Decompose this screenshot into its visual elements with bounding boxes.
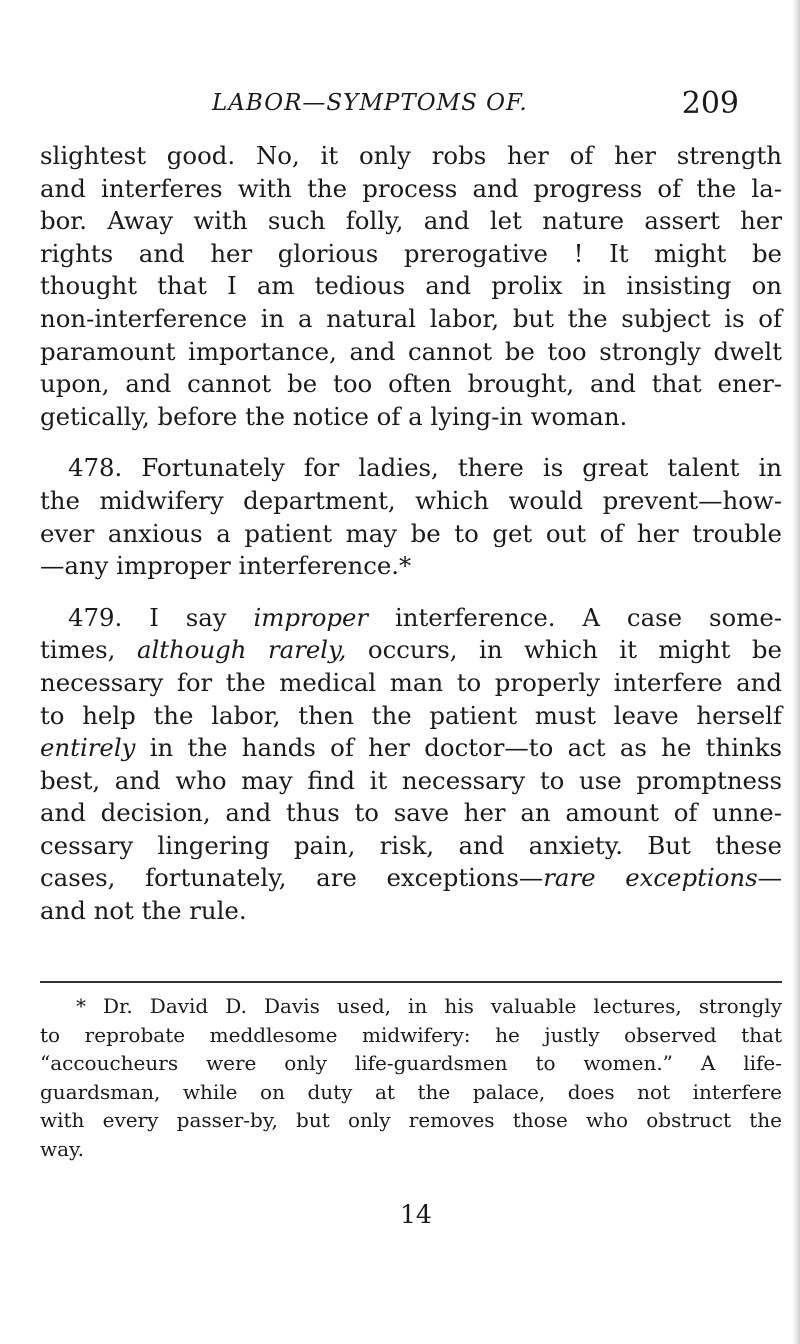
footnote	[40, 992, 782, 1163]
text-run: 479. I say	[68, 602, 254, 632]
text-line	[40, 602, 782, 635]
footnote-line: guardsman, while on duty at the palace, does not interfere	[40, 1079, 782, 1104]
running-title: LABOR—SYMPTOMS OF.	[212, 90, 528, 116]
italic-text: improper	[253, 602, 369, 632]
footnote-divider	[40, 981, 782, 983]
text-run: in the hands of her doctor—to act as he thinks	[135, 733, 782, 763]
text-line: and interferes with the process and progress of the la-	[40, 173, 782, 203]
text-run: —	[757, 863, 782, 893]
text-line	[40, 634, 782, 667]
text-run: interference. A case some-	[368, 602, 782, 632]
text-line: slightest good. No, it only robs her of her strength	[40, 141, 782, 170]
footnote-line: * Dr. David D. Davis used, in his valuable lectures, strongly	[76, 994, 782, 1018]
text-line: necessary for the medical man to properly interfere and	[40, 667, 782, 697]
footnote-line: way.	[40, 1136, 85, 1161]
text-line: rights and her glorious prerogative ! It might be	[40, 238, 782, 268]
paragraph-478	[40, 452, 782, 582]
text-run: times,	[40, 635, 137, 665]
text-line: thought that I am tedious and prolix in insisting on	[40, 271, 782, 301]
text-line: bor. Away with such folly, and let nature assert her	[40, 206, 782, 236]
text-line: cessary lingering pain, risk, and anxiety. But these	[40, 830, 782, 860]
text-line: upon, and cannot be too often brought, and that ener-	[40, 369, 782, 399]
text-line	[40, 732, 782, 765]
text-line: best, and who may find it necessary to use promptness	[40, 765, 782, 795]
text-line: —any improper interference.*	[40, 551, 412, 581]
text-line: getically, before the notice of a lying-in woman.	[40, 401, 628, 431]
text-line: non-interference in a natural labor, but the subject is of	[40, 303, 782, 333]
italic-text: although rarely,	[136, 635, 347, 665]
footnote-line: to reprobate meddlesome midwifery: he justly observed that	[40, 1022, 782, 1047]
paragraph-1	[40, 140, 782, 433]
text-line: paramount importance, and cannot be too strongly dwelt	[40, 336, 782, 366]
text-run: cases, fortunately, are exceptions—	[40, 863, 544, 893]
text-line	[40, 862, 782, 895]
text-line: the midwifery department, which would prevent—how-	[40, 485, 782, 515]
text-line: and decision, and thus to save her an amount of unne-	[40, 798, 782, 828]
signature-mark: 14	[400, 1200, 432, 1229]
body-text	[40, 140, 782, 928]
text-line: ever anxious a patient may be to get out of her trouble	[40, 518, 782, 548]
page-header	[40, 86, 740, 130]
text-line: to help the labor, then the patient must leave herself	[40, 700, 782, 730]
text-line: 478. Fortunately for ladies, there is great talent in	[68, 453, 782, 483]
italic-text: rare exceptions	[543, 863, 758, 893]
text-line: and not the rule.	[40, 896, 247, 926]
italic-text: entirely	[40, 733, 136, 763]
paragraph-479	[40, 602, 782, 928]
page-number: 209	[681, 86, 739, 121]
text-run: occurs, in which it might be	[346, 635, 782, 665]
footnote-line: “accoucheurs were only life-guardsmen to women.” A life-	[40, 1051, 782, 1075]
footnote-line: with every passer-by, but only removes those who obstruct the	[40, 1108, 782, 1132]
page-edge-shadow	[792, 0, 800, 1344]
